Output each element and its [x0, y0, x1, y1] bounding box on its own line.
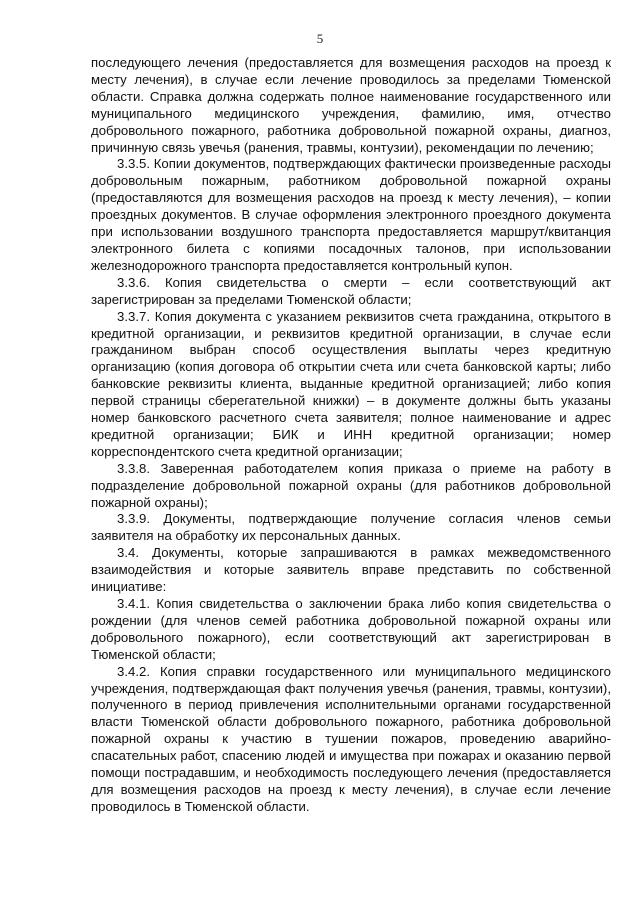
paragraph-3-4: 3.4. Документы, которые запрашиваются в рамках межведомственного взаимодействия и которые заявитель вправе представить по собственной инициативе: [91, 545, 611, 595]
paragraph-3-3-5: 3.3.5. Копии документов, подтверждающих фактически произведенные расходы добровольным пожарным, работником добровольной пожарной охраны (предоставляются для возмещения расходов на проезд к месту лечения), – копии проездных документов. В случае оформления электронного проездного документа при использовании воздушного транспорта предоставляется маршрут/квитанция электронного билета с копиями посадочных талонов, при использовании железнодорожного транспорта предоставляется контрольный купон. [91, 156, 611, 273]
paragraph-3-3-8: 3.3.8. Заверенная работодателем копия приказа о приеме на работу в подразделение добровольной пожарной охраны (для работников добровольной пожарной охраны); [91, 460, 611, 510]
paragraph-3-4-1: 3.4.1. Копия свидетельства о заключении брака либо копия свидетельства о рождении (для членов семей работника добровольной пожарной охраны или добровольного пожарного), если соответствующий акт зарегистрирован в Тюменской области; [91, 596, 611, 662]
paragraph-continuation: последующего лечения (предоставляется для возмещения расходов на проезд к месту лечения), в случае если лечение проводилось за пределами Тюменской области. Справка должна содержать полное наименование государственного или муниципального медицинского учреждения, фамилию, имя, отчество добровольного пожарного, работника добровольной пожарной охраны, диагноз, причинную связь увечья (ранения, травмы, контузии), рекомендации по лечению; [91, 55, 611, 155]
paragraph-3-4-2: 3.4.2. Копия справки государственного или муниципального медицинского учреждения, подтверждающая факт получения увечья (ранения, травмы, контузии), полученного в период привлечения исполнительными органами государственной власти Тюменской области добровольного пожарного, работника добровольной пожарной охраны к участию в тушении пожаров, проведению аварийно-спасательных работ, спасению людей и имущества при пожарах и оказанию первой помощи пострадавшим, и необходимость последующего лечения (предоставляется для возмещения расходов на проезд к месту лечения), в случае если лечение проводилось в Тюменской области. [91, 663, 611, 814]
paragraph-3-3-7: 3.3.7. Копия документа с указанием реквизитов счета гражданина, открытого в кредитной организации, и реквизитов кредитной организации, в случае если гражданином выбран способ осуществления выплаты через кредитную организацию (копия договора об открытии счета или счета банковской карты; либо банковские реквизиты клиента, выданные кредитной организацией; либо копия первой страницы сберегательной книжки) – в документе должны быть указаны номер банковского расчетного счета заявителя; полное наименование и адрес кредитной организации; БИК и ИНН кредитной организации; номер корреспондентского счета кредитной организации; [91, 308, 611, 459]
paragraph-3-3-6: 3.3.6. Копия свидетельства о смерти – если соответствующий акт зарегистрирован за пределами Тюменской области; [91, 274, 611, 307]
page-number: 5 [316, 31, 324, 46]
paragraph-3-3-9: 3.3.9. Документы, подтверждающие получение согласия членов семьи заявителя на обработку их персональных данных. [91, 511, 611, 544]
document-body [91, 55, 611, 816]
